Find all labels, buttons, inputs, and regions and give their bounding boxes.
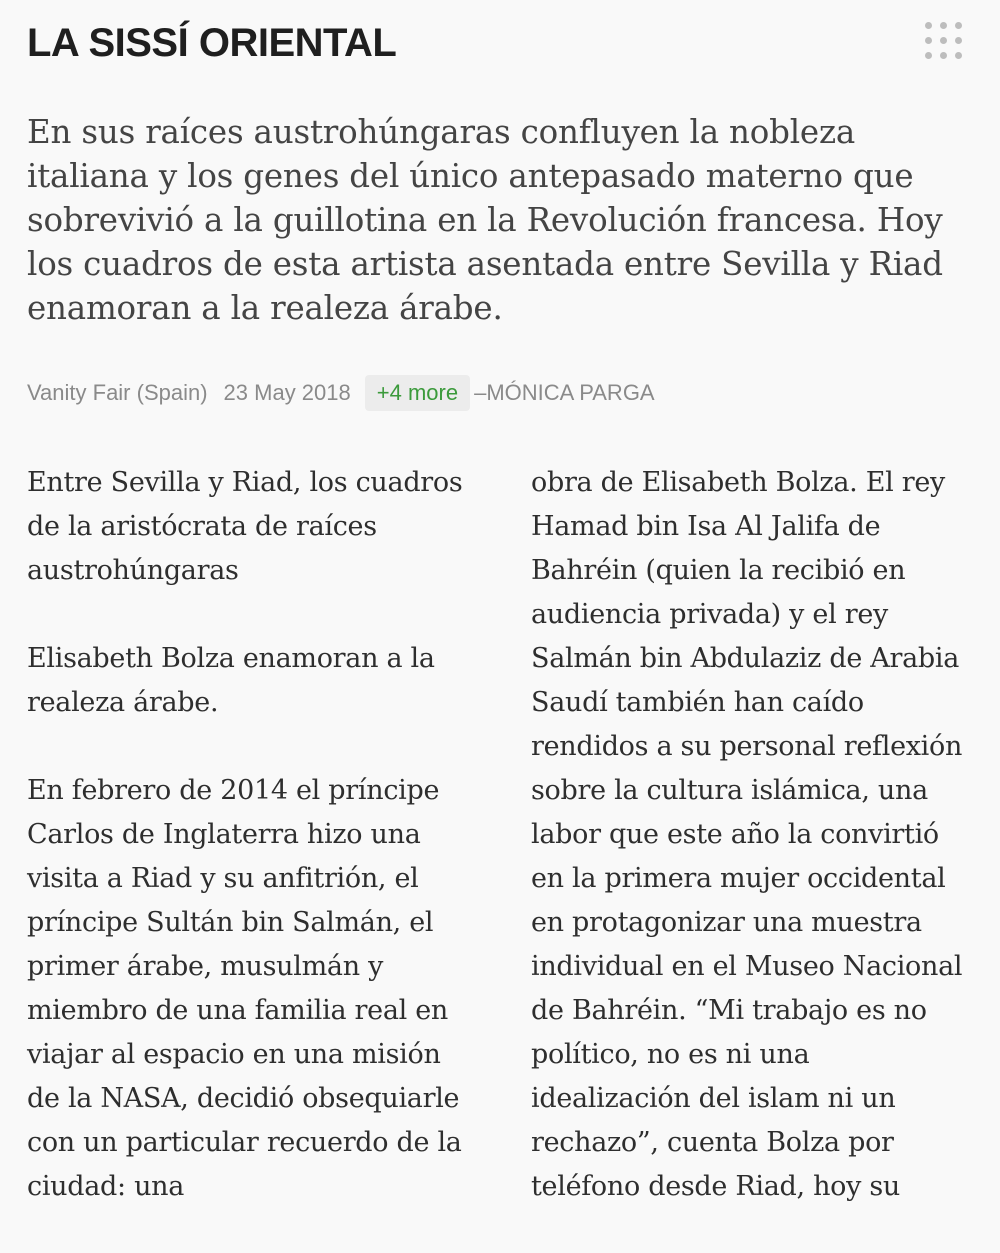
dot: [940, 52, 947, 59]
article-header: [27, 0, 973, 92]
dot: [955, 22, 962, 29]
dot: [925, 22, 932, 29]
author-name: –MÓNICA PARGA: [474, 380, 655, 405]
dots-grid-icon[interactable]: [925, 22, 963, 60]
source-name[interactable]: Vanity Fair (Spain): [27, 380, 208, 405]
body-paragraph: Entre Sevilla y Riad, los cuadros de la aristócrata de raíces austrohúngaras: [27, 467, 463, 586]
dot: [955, 37, 962, 44]
dot: [940, 37, 947, 44]
dot: [940, 22, 947, 29]
dot: [925, 37, 932, 44]
article-dek: En sus raíces austrohúngaras confluyen la nobleza italiana y los genes del único antepasado materno que sobrevivió a la guillotina en la Revolución francesa. Hoy los cuadros de esta artista asentada entre Sevilla y Riad enamoran a la realeza árabe.: [27, 113, 943, 327]
more-sources-button[interactable]: +4 more: [365, 375, 470, 411]
body-paragraph: En febrero de 2014 el príncipe Carlos de Inglaterra hizo una visita a Riad y su anfitrión, el príncipe Sultán bin Salmán, el primer árabe, musulmán y miembro de una familia real en viajar al espacio en una misión de la NASA, decidió obsequiarle con un particular recuerdo de la ciudad: una: [27, 775, 462, 1202]
article-kicker: LA SISSÍ ORIENTAL: [27, 21, 397, 65]
publish-date: 23 May 2018: [223, 380, 351, 405]
dot: [955, 52, 962, 59]
body-paragraph: obra de Elisabeth Bolza. El rey Hamad bin Isa Al Jalifa de Bahréin (quien la recibió en audiencia privada) y el rey Salmán bin Abdulaziz de Arabia Saudí también han caído rendidos a su personal reflexión sobre la cultura islámica, una labor que este año la convirtió en la primera mujer occidental en protagonizar una muestra individual en el Museo Nacional de Bahréin. “Mi trabajo es no político, no es ni una idealización del islam ni un rechazo”, cuenta Bolza por teléfono desde Riad, hoy su: [531, 467, 963, 1202]
dot: [925, 52, 932, 59]
body-paragraph: Elisabeth Bolza enamoran a la realeza árabe.: [27, 643, 435, 718]
body-column-left: [27, 461, 467, 1253]
article-body: [27, 461, 977, 1253]
article-meta: [27, 374, 655, 412]
body-column-right: [531, 461, 971, 1253]
